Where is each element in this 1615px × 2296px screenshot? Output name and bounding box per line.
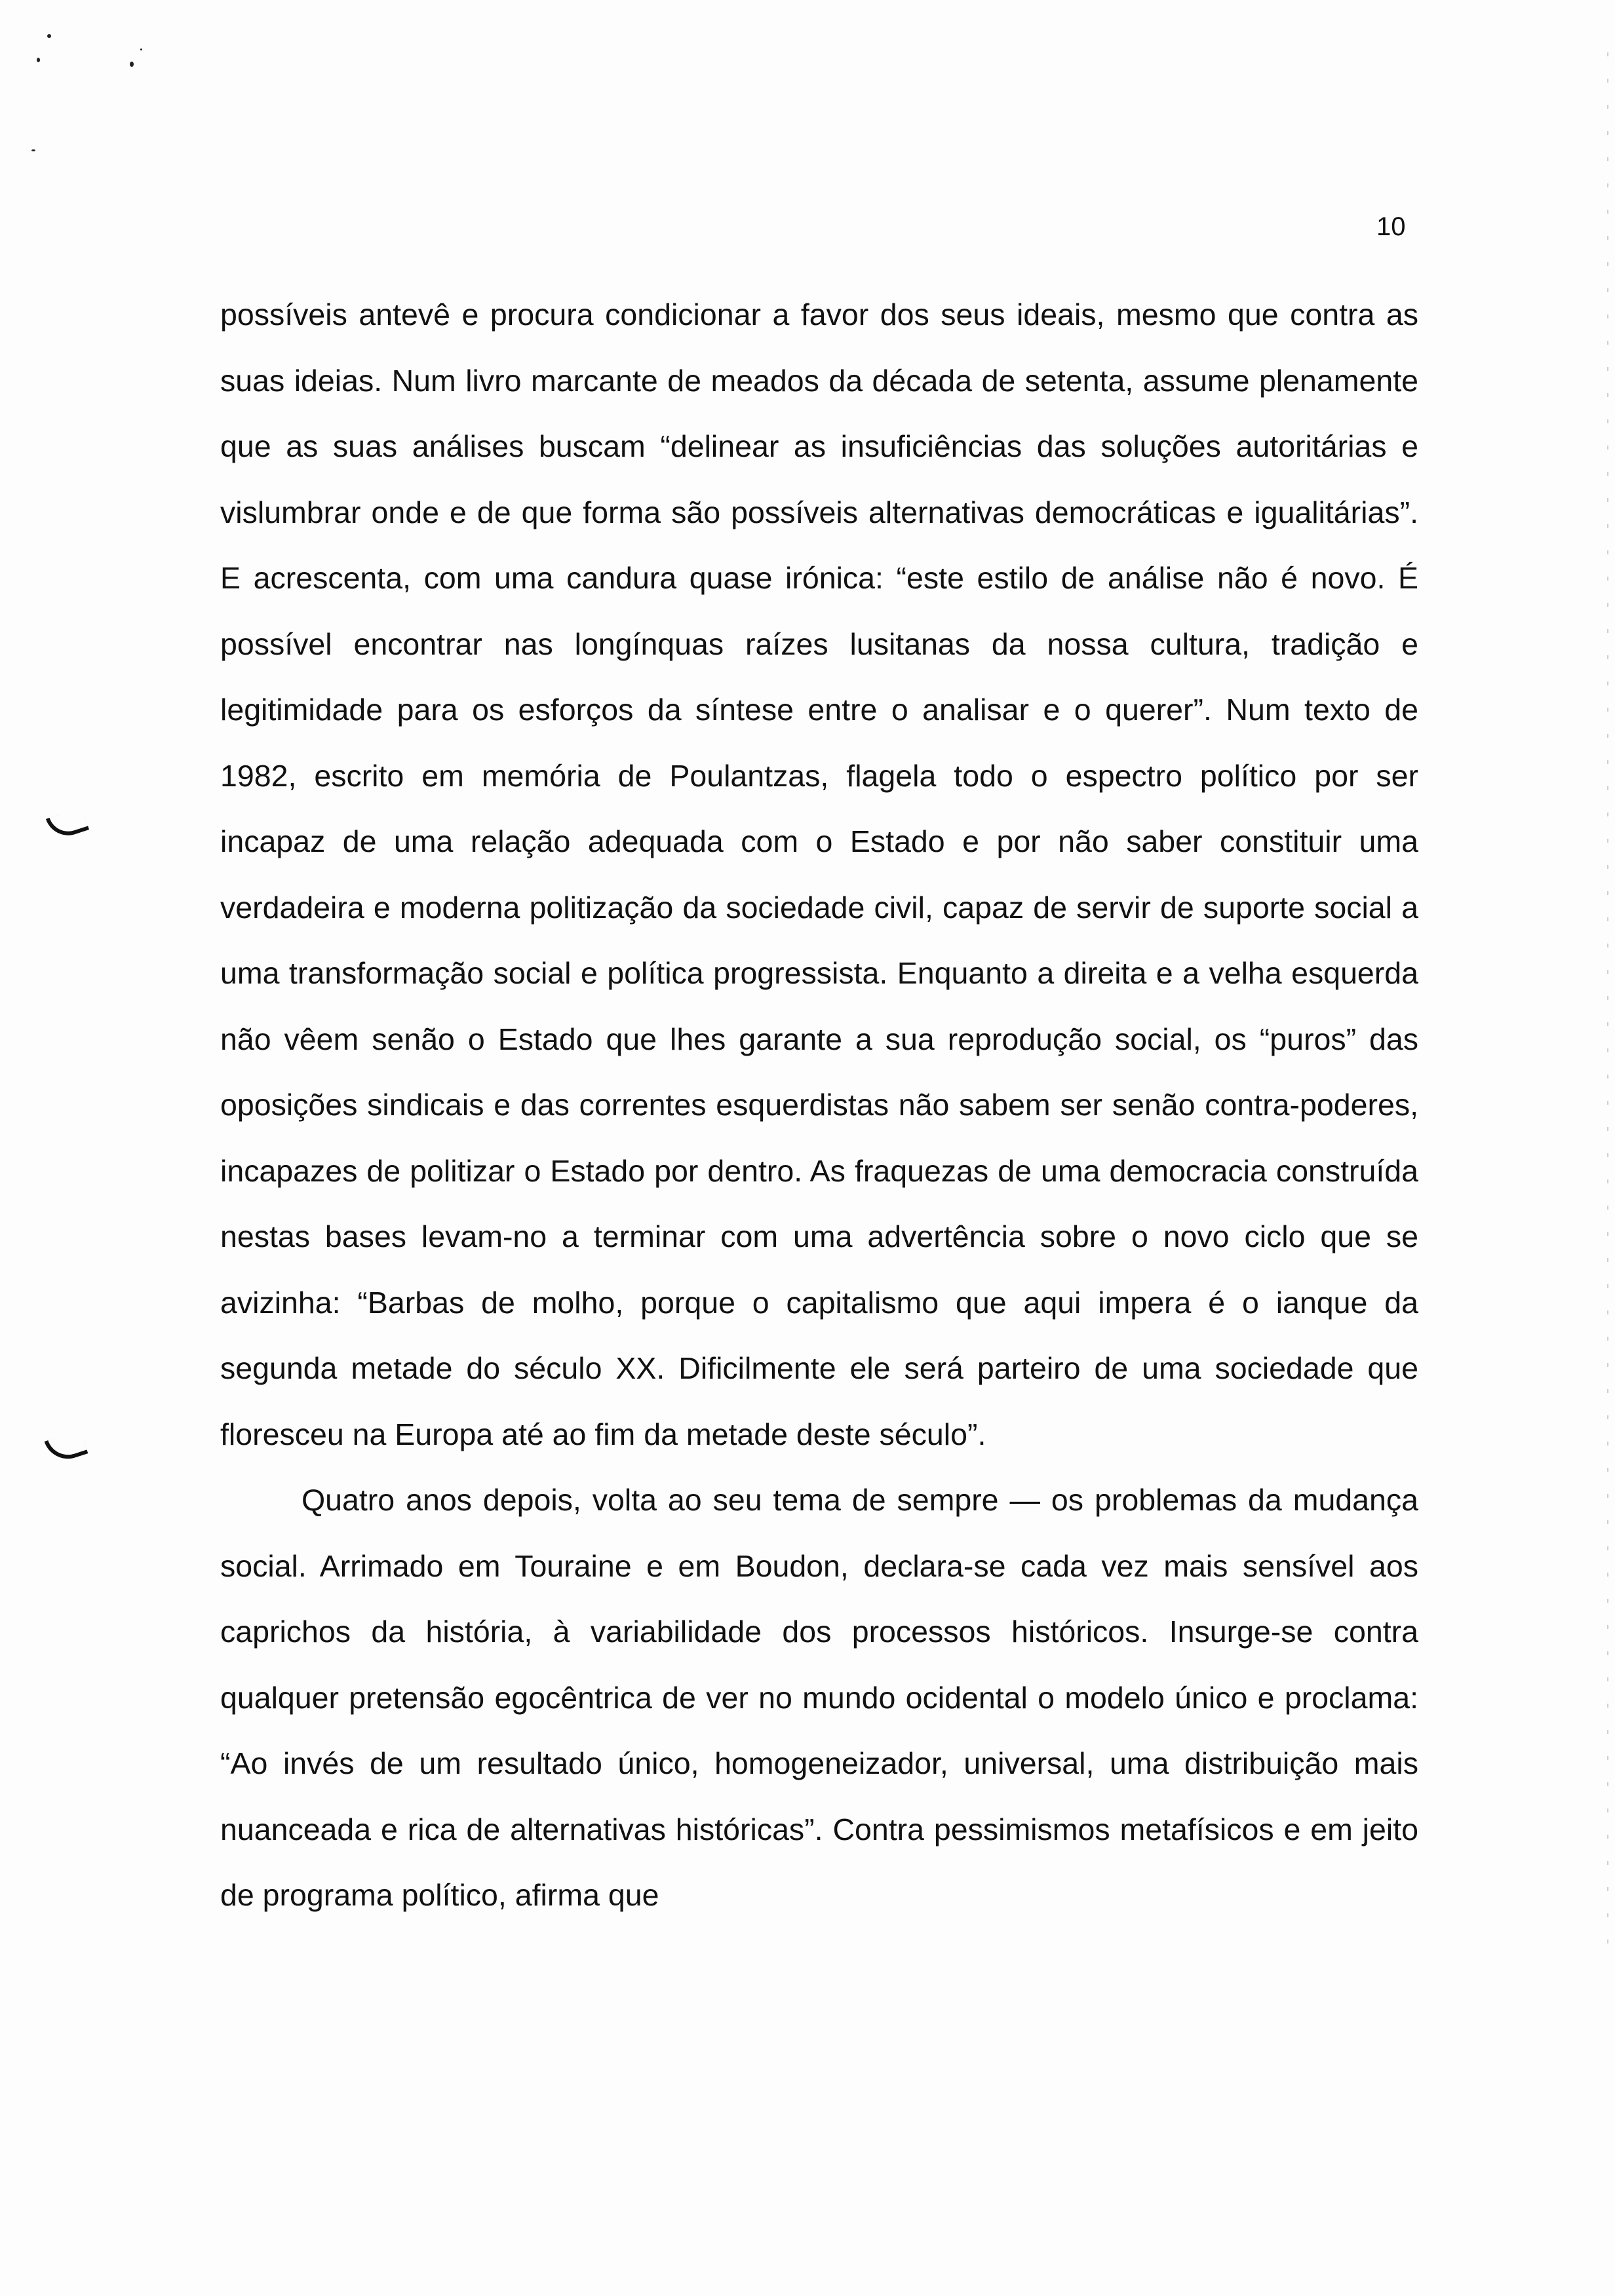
scan-edge [1607, 52, 1608, 1953]
paragraph: Quatro anos depois, volta ao seu tema de sempre — os problemas da mudança social. Arrimado em Touraine e em Boudon, declara-se cada vez mais sensível aos caprichos da história, à variabilidade dos processos históricos. Insurge-se contra qualquer pretensão egocêntrica de ver no mundo ocidental o modelo único e proclama: “Ao invés de um resultado único, homogeneizador, universal, uma distribuição mais nuanceada e rica de alternativas históricas”. Contra pessimismos metafísicos e em jeito de programa político, afirma que [220, 1483, 1418, 1912]
body-text [220, 282, 1418, 1928]
scan-speck [130, 62, 134, 67]
paragraph: possíveis antevê e procura condicionar a favor dos seus ideais, mesmo que contra as suas ideias. Num livro marcante de meados da década de setenta, assume plenamente que as suas análises buscam “delinear as insuficiências das soluções autoritárias e vislumbrar onde e de que forma são possíveis alternativas democráticas e igualitárias”. E acrescenta, com uma candura quase irónica: “este estilo de análise não é novo. É possível encontrar nas longínquas raízes lusitanas da nossa cultura, tradição e legitimidade para os esforços da síntese entre o analisar e o querer”. Num texto de 1982, escrito em memória de Poulantzas, flagela todo o espectro político por ser incapaz de uma relação adequada com o Estado e por não saber constituir uma verdadeira e moderna politização da sociedade civil, capaz de servir de suporte social a uma transformação social e política progressista. Enquanto a direita e a velha esquerda não vêem senão o Estado que lhes garante a sua reprodução social, os “puros” das oposições sindicais e das correntes esquerdistas não sabem ser senão contra-poderes, incapazes de politizar o Estado por dentro. As fraquezas de uma democracia construída nestas bases levam-no a terminar com uma advertência sobre o novo ciclo que se avizinha: “Barbas de molho, porque o capitalismo que aqui impera é o ianque da segunda metade do século XX. Dificilmente ele será parteiro de uma sociedade que floresceu na Europa até ao fim da metade deste século”. [220, 297, 1418, 1451]
scan-speck [37, 58, 40, 62]
margin-tick-mark [46, 807, 89, 841]
scan-speck [47, 34, 51, 38]
page-number: 10 [1376, 212, 1406, 241]
margin-tick-mark [45, 1430, 88, 1465]
scan-speck [140, 48, 142, 50]
scan-speck [31, 149, 35, 151]
